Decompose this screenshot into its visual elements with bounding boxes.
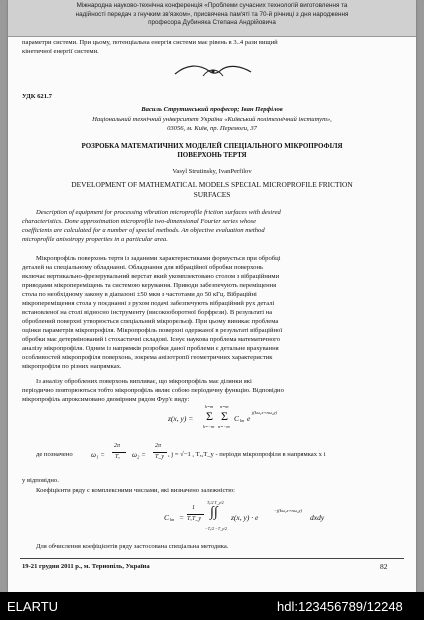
fraction-bar	[187, 514, 204, 515]
footer-date-place: 19-21 грудня 2011 р., м. Тернопіль, Україна	[22, 563, 150, 570]
y-direction-line: y відповідно.	[22, 477, 59, 484]
eq1-exp-power: j(kω₁x+nω₂y)	[252, 410, 278, 415]
eq2-lhs-sub: kn	[170, 517, 175, 522]
eq1-sum2-top: n=m	[220, 404, 229, 409]
eq2-lhs: C	[164, 513, 170, 522]
para1-line: мікропрофіля по різних напрямках.	[22, 363, 122, 370]
title-ua-line-1: РОЗРОБКА МАТЕМАТИЧНИХ МОДЕЛЕЙ СПЕЦІАЛЬНОГО МІКРОПРОФІЛЯ	[81, 142, 343, 150]
eq1-sum1-top: k=m	[205, 404, 214, 409]
para1-line: Мікропрофіль поверхонь тертя із заданими характеристиками формується при обробці	[36, 255, 281, 262]
title-en-line-1: DEVELOPMENT OF MATHEMATICAL MODELS SPECIAL MICROPROFILE FRICTION	[71, 180, 353, 189]
para1-line: приводами мікропереміщень та системою керування. Приводи забезпечують переміщення	[22, 282, 277, 289]
eq2-diff: dxdy	[310, 513, 325, 522]
eq2-int-upper: Tₓ/2 T_y/2	[207, 500, 224, 505]
handle-link[interactable]: hdl:123456789/12248	[277, 599, 403, 614]
eq1-coef: C	[234, 414, 240, 423]
eq2-int-lower: −Tₓ/2 −T_y/2	[205, 526, 227, 531]
omega1-label: ω₁ =	[91, 451, 105, 459]
intro-line-1: параметри системи. При цьому, потенціальна енергія системи має рівень в 3..4 рази вищий	[22, 39, 278, 46]
footer-rule	[20, 558, 404, 559]
sigma-icon: Σ	[221, 409, 228, 423]
omega2-numerator: 2π	[155, 443, 162, 449]
closing-sentence: Для обчислення коефіцієнтів ряду застосована спеціальна методика.	[36, 543, 229, 550]
banner-line-3: професора Дубиняка Степана Андрійовича	[148, 19, 276, 27]
para1-line: включає вертикально-фрезерувальний верстат який укомплектовано столом з вібраційними	[22, 273, 280, 280]
eq2-numerator: 1	[192, 505, 195, 511]
para2-line: мікропрофіль апроксимовано двомірним рядом Фур'є виду:	[22, 396, 190, 403]
eq1-lhs: z(x, y) =	[168, 414, 194, 423]
para1-line: мікропереміщення стола у поєднанні з рухом подачі забезпечують вібраційний рух деталі	[22, 300, 275, 307]
banner-line-2: надійності передач з гнучким зв'язком», присвячена пам'яті та 70-й річниці з дня народження	[75, 10, 349, 18]
intro-line-2: кінетичної енергії системи.	[22, 48, 99, 55]
integral-icon: ∫∫	[210, 505, 218, 520]
title-en-line-2: SURFACES	[193, 190, 231, 199]
eq2-exp-power: −j(kω₁x+nω₂y)	[274, 508, 303, 513]
repository-bar	[0, 592, 424, 620]
omega1-denominator: Tₓ	[115, 454, 121, 460]
para1-line: деталей на спеціальному обладнанні. Обладнання для вібраційної обробки поверхонь	[22, 264, 264, 271]
authors-ua: Василь Струтинський професор; Іван Перфілов	[141, 106, 283, 113]
udc-code: УДК 621.7	[22, 93, 52, 100]
abstract-line-2: characteristics. Done approximation microprofile two-dimensional Fourier series whose	[22, 218, 257, 225]
para2-line: Із аналізу оброблених поверхонь випливає, що мікропрофіль має ділянки які	[36, 378, 252, 385]
para1-line: стола по необхідному закону в діапазоні ±50 мкм з частотами до 50 кГц. Вібраційні	[22, 291, 257, 298]
conference-banner	[8, 0, 416, 37]
fraction-bar	[112, 452, 126, 453]
sigma-icon: Σ	[206, 409, 213, 423]
document-page	[8, 0, 416, 592]
eq2-body: z(x, y) · e	[231, 513, 259, 522]
para1-line: обробки має детермінований і стохастичні складові. Існує наукова проблема математичного	[22, 336, 280, 343]
banner-line-1: Міжнародна науково-технічна конференція «Проблеми сучасних технологій виготовлення та	[76, 2, 348, 9]
affiliation-line-1: Національний технічний університет України «Київський політехнічний інститут»,	[92, 116, 332, 123]
eq2-denominator: TₓT_y	[187, 516, 202, 522]
page-number: 82	[380, 562, 388, 571]
repository-name[interactable]: ELARTU	[7, 599, 59, 614]
omega2-denominator: T_y	[155, 454, 164, 460]
title-ua-line-2: ПОВЕРХОНЬ ТЕРТЯ	[177, 151, 247, 159]
omega2-label: ω₂ =	[132, 451, 146, 459]
abstract-line-3: coefficients are calculated for a number of special methods. An objective evaluation method	[22, 227, 265, 234]
ornament-icon	[173, 62, 253, 80]
para2-line: періодично повторюються тобто мікропрофіль являє собою періодичну функцію. Відповідно	[22, 387, 284, 394]
para1-line: оцінки параметрів мікропрофіля. Мікропрофіль поверхні одержаної в результаті вібраційної	[22, 327, 283, 334]
para1-line: аналізу мікропрофіля. Одним із напрямків розробки даної проблеми є детальне врахування	[22, 345, 279, 352]
eq1-coef-sub: kn	[240, 418, 245, 423]
eq1-sum2-bottom: n=−m	[218, 424, 230, 429]
omega1-numerator: 2π	[114, 443, 121, 449]
coefficients-intro: Коефіцієнти ряду с комплексними числами, які визначено залежністю:	[36, 487, 236, 494]
eq2-equals: =	[179, 513, 185, 522]
abstract-line-1: Description of equipment for processing vibration microprofile friction surfaces with desired	[36, 209, 281, 216]
authors-en: Vasyl Strutinsky, IvanPerfilov	[172, 168, 252, 175]
where-tail: , j = √−1 , Tₓ,T_y - періоди мікропрофіля в напрямках x і	[168, 451, 326, 458]
fraction-bar	[153, 452, 167, 453]
abstract-line-4: microprofile anisotropy properties in a particular area.	[22, 236, 168, 243]
para1-line: встановленої на столі відносно інструменту (високооборотної борфрези). В результаті на	[22, 309, 273, 316]
eq1-exp-base: e	[247, 414, 251, 423]
para1-line: оброблений поверхні утворюється спеціальний мікрорельєф. При цьому виникає проблема	[22, 318, 279, 325]
where-prefix: де позначено	[36, 451, 73, 458]
affiliation-line-2: 03056, м. Київ, пр. Перемоги, 37	[167, 125, 257, 132]
eq1-sum1-bottom: k=−m	[203, 424, 215, 429]
para1-line: особливостей мікропрофіля поверхонь, зокрема анізотропії геометричних характеристик	[22, 354, 273, 361]
